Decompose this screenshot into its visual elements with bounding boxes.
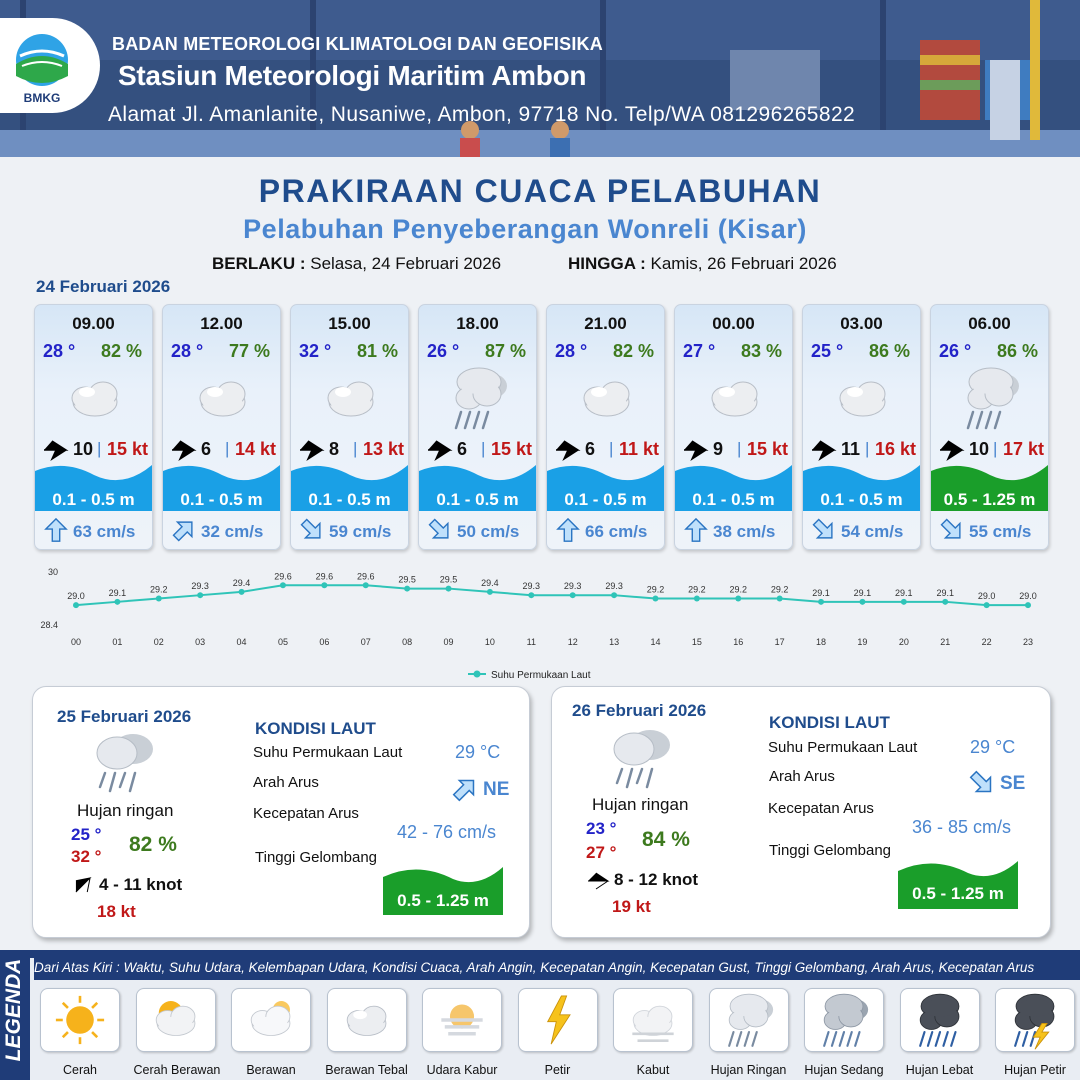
- card-time: 12.00: [200, 314, 243, 333]
- sst-value: 29 °C: [455, 742, 501, 762]
- sst-x-tick: 22: [981, 637, 992, 647]
- sst-x-tick: 23: [1022, 637, 1034, 647]
- card-gust: 15 kt: [107, 439, 149, 459]
- card-weather: [955, 362, 1027, 434]
- card-separator: |: [865, 439, 870, 458]
- sst-point: [611, 592, 617, 598]
- card-weather: [571, 362, 643, 434]
- sst-value-label: 29.6: [315, 571, 334, 582]
- sst-x-tick: 19: [857, 637, 868, 647]
- legend-item: [325, 988, 409, 1077]
- card-time: 03.00: [840, 314, 883, 333]
- wind-direction-icon: [71, 873, 95, 897]
- legend-item: [516, 988, 600, 1077]
- forecast-card: [546, 304, 665, 550]
- berawan-tebal-icon: [187, 362, 259, 434]
- panel-condition: Hujan ringan: [77, 801, 174, 820]
- logo-text: BMKG: [23, 91, 61, 105]
- legend-icon-box: [518, 988, 598, 1052]
- sst-point: [280, 582, 286, 588]
- sst-value-label: 29.5: [398, 574, 416, 585]
- valid-from-value: Selasa, 24 Februari 2026: [310, 254, 502, 273]
- sst-x-tick: 11: [526, 637, 536, 647]
- sst-value-label: 29.2: [646, 584, 665, 595]
- current-speed-value: 36 - 85 cm/s: [912, 817, 1012, 837]
- card-humidity: 87 %: [484, 341, 526, 361]
- card-gust: 13 kt: [363, 439, 405, 459]
- legend-item: [420, 988, 504, 1077]
- sst-point: [197, 592, 203, 598]
- berawan-tebal-icon: [315, 362, 387, 434]
- sst-value-label: 29.1: [108, 587, 127, 598]
- card-wave-height: 0.5 - 1.25 m: [943, 490, 1036, 509]
- current-direction-value: NE: [483, 779, 510, 800]
- card-current-speed: 38 cm/s: [713, 522, 776, 541]
- card-separator: |: [481, 439, 486, 458]
- panel-date: 25 Februari 2026: [57, 707, 192, 726]
- card-separator: |: [737, 439, 742, 458]
- sst-x-tick: 02: [153, 637, 164, 647]
- card-gust: 11 kt: [619, 439, 660, 459]
- sst-x-tick: 01: [112, 637, 123, 647]
- legend-item-label: Berawan: [246, 1063, 296, 1077]
- card-gust: 17 kt: [1003, 439, 1045, 459]
- legend-icon-box: [422, 988, 502, 1052]
- station-name: Stasiun Meteorologi Maritim Ambon: [118, 60, 587, 91]
- sst-value-label: 29.4: [232, 577, 251, 588]
- card-time: 09.00: [72, 314, 115, 333]
- sst-value-label: 29.2: [770, 584, 789, 595]
- legend-item: [229, 988, 313, 1077]
- legend-title: LEGENDA: [2, 958, 25, 1062]
- sst-series-line: [76, 585, 1028, 605]
- sst-x-tick: 09: [443, 637, 454, 647]
- card-temperature: 27 °: [683, 341, 716, 361]
- wave-height-value: 0.5 - 1.25 m: [912, 884, 1004, 903]
- legend-icon-box: [804, 988, 884, 1052]
- legend-icon-box: [709, 988, 789, 1052]
- card-temperature: 26 °: [939, 341, 972, 361]
- sst-x-tick: 18: [816, 637, 827, 647]
- sst-point: [901, 599, 907, 605]
- card-humidity: 82 %: [100, 341, 142, 361]
- cerah-berawan-icon: [145, 989, 207, 1051]
- card-current-speed: 54 cm/s: [841, 522, 904, 541]
- legend-item: [898, 988, 982, 1077]
- sst-label: Suhu Permukaan Laut: [768, 739, 918, 756]
- legend-item: [38, 988, 122, 1077]
- panel-date: 26 Februari 2026: [572, 701, 707, 720]
- card-separator: |: [97, 439, 102, 458]
- panel-tmin: 23 °: [586, 819, 617, 838]
- legend-item: [707, 988, 791, 1077]
- legend-icon-box: [136, 988, 216, 1052]
- legend-description: Dari Atas Kiri : Waktu, Suhu Udara, Kelembapan Udara, Kondisi Cuaca, Arah Angin, Kecepatan Angin, Kecepatan Gust, Tinggi Gelombang, Arah Arus, Kecepatan Arus: [34, 960, 1035, 975]
- sst-point: [156, 596, 162, 602]
- sst-value-label: 29.3: [605, 581, 623, 592]
- sst-point: [652, 596, 658, 602]
- sst-point: [239, 589, 245, 595]
- sst-point: [777, 596, 783, 602]
- sst-value-label: 29.2: [729, 584, 748, 595]
- current-direction-value: SE: [1000, 773, 1026, 794]
- card-wave-height: 0.1 - 0.5 m: [308, 490, 391, 509]
- card-weather: [443, 362, 515, 434]
- sst-x-tick: 20: [898, 637, 909, 647]
- sst-value-label: 29.0: [1019, 591, 1037, 602]
- valid-from: [212, 254, 501, 274]
- current-speed-label: Kecepatan Arus: [253, 805, 359, 822]
- card-separator: |: [609, 439, 614, 458]
- port-name: Pelabuhan Penyeberangan Wonreli (Kisar): [243, 214, 807, 244]
- sst-value-label: 29.2: [150, 584, 168, 595]
- sst-x-tick: 16: [733, 637, 744, 647]
- sst-point: [570, 592, 576, 598]
- card-humidity: 77 %: [228, 341, 270, 361]
- cerah-icon: [49, 989, 111, 1051]
- card-gust: 14 kt: [235, 439, 277, 459]
- sst-value-label: 29.5: [439, 574, 458, 585]
- card-temperature: 28 °: [555, 341, 588, 361]
- sst-point: [114, 599, 120, 605]
- card-weather: [315, 362, 387, 434]
- card-current-speed: 32 cm/s: [201, 522, 264, 541]
- berawan-tebal-icon: [571, 362, 643, 434]
- panel-condition: Hujan ringan: [592, 795, 689, 814]
- day1-date: 24 Februari 2026: [36, 277, 171, 296]
- legend-item-label: Udara Kabur: [426, 1063, 498, 1077]
- card-wind-speed: 8: [329, 439, 340, 459]
- current-direction-icon: [811, 517, 837, 543]
- current-direction-icon: [968, 769, 996, 797]
- card-time: 06.00: [968, 314, 1011, 333]
- current-direction-label: Arah Arus: [253, 774, 319, 791]
- card-time: 21.00: [584, 314, 627, 333]
- berawan-tebal-icon: [699, 362, 771, 434]
- forecast-card: [290, 304, 409, 550]
- card-humidity: 81 %: [356, 341, 398, 361]
- sst-value-label: 29.6: [356, 571, 375, 582]
- forecast-card: [418, 304, 537, 550]
- valid-to-label: HINGGA :: [568, 254, 646, 273]
- sst-y-tick: 30: [47, 567, 58, 577]
- card-weather: [59, 362, 131, 434]
- hujan-ringan-icon: [955, 362, 1027, 434]
- sst-point: [818, 599, 824, 605]
- legend-icon-box: [995, 988, 1075, 1052]
- card-current-speed: 66 cm/s: [585, 522, 648, 541]
- card-gust: 16 kt: [875, 439, 917, 459]
- hujan-ringan-icon: [89, 727, 161, 799]
- legend-item-label: Hujan Sedang: [804, 1063, 884, 1077]
- card-humidity: 83 %: [740, 341, 782, 361]
- valid-to: [568, 254, 837, 274]
- valid-from-label: BERLAKU :: [212, 254, 306, 273]
- current-direction-icon: [451, 775, 479, 803]
- legend-icon-box: [327, 988, 407, 1052]
- sst-value-label: 29.3: [191, 581, 209, 592]
- forecast-panel-day2: [32, 686, 530, 938]
- card-temperature: 26 °: [427, 341, 460, 361]
- legend-item-label: Kabut: [636, 1063, 670, 1077]
- card-wave-height: 0.1 - 0.5 m: [52, 490, 135, 509]
- legend-item-label: Hujan Petir: [1004, 1063, 1066, 1077]
- card-gust: 15 kt: [491, 439, 533, 459]
- page-title: PRAKIRAAN CUACA PELABUHAN: [258, 173, 822, 209]
- legend-item: [802, 988, 886, 1077]
- station-address: Alamat Jl. Amanlanite, Nusaniwe, Ambon, 97718 No. Telp/WA 081296265822: [108, 103, 856, 126]
- current-speed-label: Kecepatan Arus: [768, 800, 874, 817]
- card-gust: 15 kt: [747, 439, 789, 459]
- current-direction-icon: [683, 517, 709, 543]
- hujan-ringan-icon: [718, 989, 780, 1051]
- sst-point: [859, 599, 865, 605]
- sst-point: [487, 589, 493, 595]
- panel-tmax: 27 °: [586, 843, 617, 862]
- sst-x-tick: 14: [650, 637, 661, 647]
- sst-x-tick: 15: [691, 637, 702, 647]
- sst-point: [73, 602, 79, 608]
- sea-condition-heading: KONDISI LAUT: [769, 713, 890, 732]
- sst-point: [528, 592, 534, 598]
- legend-icon-box: [40, 988, 120, 1052]
- sst-x-tick: 13: [609, 637, 620, 647]
- sea-condition-heading: KONDISI LAUT: [255, 719, 376, 738]
- card-wind-speed: 6: [457, 439, 468, 459]
- sst-label: Suhu Permukaan Laut: [253, 744, 403, 761]
- sst-legend: [468, 670, 591, 681]
- legend-icon-box: [900, 988, 980, 1052]
- card-humidity: 86 %: [868, 341, 910, 361]
- sst-x-tick: 04: [236, 637, 247, 647]
- current-direction-icon: [555, 517, 581, 543]
- panel-gust: 19 kt: [612, 897, 651, 916]
- udara-kabur-icon: [431, 989, 493, 1051]
- card-wind-speed: 9: [713, 439, 724, 459]
- berawan-tebal-icon: [336, 989, 398, 1051]
- sst-value-label: 29.3: [563, 581, 582, 592]
- legend-item-label: Petir: [544, 1063, 571, 1077]
- hujan-ringan-icon: [606, 723, 678, 795]
- sst-x-tick: 10: [484, 637, 495, 647]
- bmkg-logo: [0, 18, 100, 113]
- current-direction-label: Arah Arus: [769, 768, 835, 785]
- wave-height-value: 0.5 - 1.25 m: [397, 891, 489, 910]
- card-temperature: 28 °: [171, 341, 204, 361]
- card-weather: [699, 362, 771, 434]
- sst-x-tick: 07: [360, 637, 371, 647]
- sst-x-tick: 17: [774, 637, 785, 647]
- card-time: 15.00: [328, 314, 371, 333]
- sst-point: [446, 586, 452, 592]
- card-wave-height: 0.1 - 0.5 m: [820, 490, 903, 509]
- sst-point: [404, 586, 410, 592]
- sst-legend-label: Suhu Permukaan Laut: [491, 670, 591, 681]
- berawan-icon: [240, 989, 302, 1051]
- panel-wind: 4 - 11 knot: [99, 875, 183, 894]
- card-wind-speed: 6: [201, 439, 212, 459]
- legend-item-label: Cerah Berawan: [133, 1063, 221, 1077]
- current-direction-icon: [171, 517, 197, 543]
- card-weather: [187, 362, 259, 434]
- sst-value: 29 °C: [970, 737, 1016, 757]
- panel-humidity: 82 %: [129, 833, 177, 856]
- card-separator: |: [353, 439, 358, 458]
- card-weather: [827, 362, 899, 434]
- panel-tmin: 25 °: [71, 825, 102, 844]
- legend-icon-box: [231, 988, 311, 1052]
- current-direction-icon: [939, 517, 965, 543]
- card-wave-height: 0.1 - 0.5 m: [692, 490, 775, 509]
- sst-value-label: 29.3: [522, 581, 541, 592]
- forecast-card: [674, 304, 793, 550]
- card-temperature: 28 °: [43, 341, 76, 361]
- sst-x-tick: 03: [195, 637, 206, 647]
- card-time: 18.00: [456, 314, 499, 333]
- current-direction-icon: [299, 517, 325, 543]
- card-wind-speed: 10: [969, 439, 990, 459]
- hujan-ringan-icon: [443, 362, 515, 434]
- legend-tab: [0, 950, 30, 1080]
- sst-x-tick: 00: [70, 637, 82, 647]
- sst-value-label: 29.0: [977, 591, 996, 602]
- sst-value-label: 29.6: [274, 571, 292, 582]
- legend-item-label: Hujan Lebat: [905, 1063, 974, 1077]
- card-time: 00.00: [712, 314, 755, 333]
- hujan-lebat-icon: [909, 989, 971, 1051]
- sst-value-label: 29.1: [853, 587, 872, 598]
- hujan-petir-icon: [1004, 989, 1066, 1051]
- sst-point: [984, 602, 990, 608]
- forecast-card: [930, 304, 1049, 550]
- card-wave-height: 0.1 - 0.5 m: [564, 490, 647, 509]
- legend-icon-box: [613, 988, 693, 1052]
- card-humidity: 82 %: [612, 341, 654, 361]
- panel-gust: 18 kt: [97, 902, 136, 921]
- card-wind-speed: 11: [841, 439, 861, 459]
- wind-direction-icon: [586, 869, 610, 893]
- bmkg-logo-icon: [0, 18, 100, 113]
- sst-x-tick: 21: [940, 637, 951, 647]
- sst-x-tick: 05: [277, 637, 288, 647]
- forecast-card: [802, 304, 921, 550]
- sst-x-tick: 08: [402, 637, 413, 647]
- sst-point: [1025, 602, 1031, 608]
- sst-value-label: 29.1: [895, 587, 913, 598]
- hujan-sedang-icon: [813, 989, 875, 1051]
- legend-item: [133, 988, 221, 1077]
- sst-value-label: 29.4: [481, 577, 499, 588]
- sst-x-tick: 06: [319, 637, 330, 647]
- current-direction-icon: [43, 517, 69, 543]
- wave-height-label: Tinggi Gelombang: [769, 842, 892, 859]
- panel-tmax: 32 °: [71, 847, 102, 866]
- sst-point: [321, 582, 327, 588]
- sst-legend-marker: [474, 671, 481, 678]
- card-humidity: 86 %: [996, 341, 1038, 361]
- card-wave-height: 0.1 - 0.5 m: [436, 490, 519, 509]
- wave-height-label: Tinggi Gelombang: [255, 849, 378, 866]
- card-separator: |: [225, 439, 230, 458]
- agency-name: BADAN METEOROLOGI KLIMATOLOGI DAN GEOFISIKA: [112, 34, 603, 54]
- card-wave-height: 0.1 - 0.5 m: [180, 490, 263, 509]
- sst-y-tick: 28.4: [40, 620, 58, 630]
- sst-point: [694, 596, 700, 602]
- sst-value-label: 29.2: [688, 584, 706, 595]
- forecast-panel-day3: [551, 686, 1051, 938]
- legend-item-label: Cerah: [62, 1063, 98, 1077]
- current-speed-value: 42 - 76 cm/s: [397, 822, 497, 842]
- card-temperature: 25 °: [811, 341, 844, 361]
- legend-item: [611, 988, 695, 1077]
- sst-point: [735, 596, 741, 602]
- sst-x-tick: 12: [567, 637, 578, 647]
- panel-humidity: 84 %: [642, 828, 690, 851]
- forecast-card: [34, 304, 153, 550]
- card-temperature: 32 °: [299, 341, 332, 361]
- forecast-card: [162, 304, 281, 550]
- card-current-speed: 55 cm/s: [969, 522, 1032, 541]
- sst-point: [942, 599, 948, 605]
- sst-value-label: 29.1: [936, 587, 954, 598]
- card-wind-speed: 10: [73, 439, 94, 459]
- card-current-speed: 63 cm/s: [73, 522, 136, 541]
- berawan-tebal-icon: [827, 362, 899, 434]
- sst-chart: [30, 562, 1050, 687]
- sst-value-label: 29.1: [812, 587, 830, 598]
- berawan-tebal-icon: [59, 362, 131, 434]
- current-direction-icon: [427, 517, 453, 543]
- petir-icon: [527, 989, 589, 1051]
- sst-point: [363, 582, 369, 588]
- kabut-icon: [622, 989, 684, 1051]
- card-separator: |: [993, 439, 998, 458]
- sst-value-label: 29.0: [67, 591, 85, 602]
- legend-item-label: Berawan Tebal: [325, 1063, 408, 1077]
- legend-item-label: Hujan Ringan: [710, 1063, 787, 1077]
- card-current-speed: 50 cm/s: [457, 522, 520, 541]
- panel-wind: 8 - 12 knot: [614, 870, 699, 889]
- legend-item: [993, 988, 1077, 1077]
- card-wind-speed: 6: [585, 439, 596, 459]
- valid-to-value: Kamis, 26 Februari 2026: [650, 254, 837, 273]
- card-current-speed: 59 cm/s: [329, 522, 392, 541]
